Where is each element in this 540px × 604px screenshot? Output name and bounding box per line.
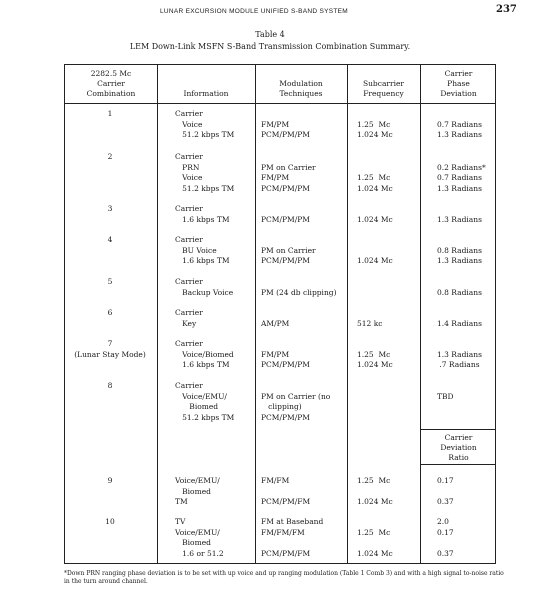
row-4-modulation: PM on Carrier PCM/PM/PM <box>261 245 316 265</box>
row-1-frequency: 1.25 Mc 1.024 Mc <box>357 119 393 139</box>
row-7-frequency: 1.25 Mc 1.024 Mc <box>357 349 393 369</box>
row-3-modulation: PCM/PM/PM <box>261 214 310 224</box>
row-6-modulation: AM/PM <box>261 318 290 328</box>
page-number: 237 <box>496 4 517 15</box>
header-phase-deviation: Carrier Phase Deviation <box>440 69 477 98</box>
row-3-frequency: 1.024 Mc <box>357 214 393 224</box>
row-8-combination: 8 <box>107 381 113 390</box>
row-9-information: Voice/EMU/ Biomed TM <box>175 476 220 506</box>
row-2-information: Carrier PRN Voice 51.2 kbps TM <box>175 152 235 193</box>
row-2-modulation: PM on Carrier FM/PM PCM/PM/PM <box>261 162 316 193</box>
row-4-information: Carrier BU Voice 1.6 kbps TM <box>175 235 230 265</box>
row-4-combination: 4 <box>107 235 113 244</box>
running-header: LUNAR EXCURSION MODULE UNIFIED S-BAND SYSTEM <box>160 8 349 15</box>
row-10-information: TV Voice/EMU/ Biomed 1.6 or 51.2 <box>175 517 224 558</box>
row-7-combination: 7 (Lunar Stay Mode) <box>74 339 146 359</box>
ratio-header-top <box>420 429 495 430</box>
column-divider <box>347 65 348 563</box>
row-9-combination: 9 <box>107 476 113 485</box>
row-5-deviation: 0.8 Radians <box>437 287 482 297</box>
row-4-deviation: 0.8 Radians 1.3 Radians <box>437 245 482 265</box>
row-1-information: Carrier Voice 51.2 kbps TM <box>175 109 235 139</box>
row-7-modulation: FM/PM PCM/PM/PM <box>261 349 310 369</box>
row-10-modulation: FM at Baseband FM/FM/FM PCM/PM/FM <box>261 517 324 558</box>
row-5-information: Carrier Backup Voice <box>175 277 234 297</box>
row-6-deviation: 1.4 Radians <box>437 318 482 328</box>
row-3-deviation: 1.3 Radians <box>437 214 482 224</box>
row-7-information: Carrier Voice/Biomed 1.6 kbps TM <box>175 339 234 369</box>
row-8-information: Carrier Voice/EMU/ Biomed 51.2 kbps TM <box>175 381 235 422</box>
column-divider <box>157 65 158 563</box>
row-2-combination: 2 <box>107 152 113 161</box>
row-1-combination: 1 <box>107 109 113 118</box>
row-6-combination: 6 <box>107 308 113 317</box>
row-2-deviation: 0.2 Radians* 0.7 Radians 1.3 Radians <box>437 162 486 193</box>
row-6-information: Carrier Key <box>175 308 203 328</box>
table-subtitle: LEM Down-Link MSFN S-Band Transmission Combination Summary. <box>129 42 411 51</box>
row-5-combination: 5 <box>107 277 113 286</box>
header-modulation: Modulation Techniques <box>279 79 323 98</box>
header-subcarrier: Subcarrier Frequency <box>362 79 405 98</box>
header-information: Information <box>183 89 229 98</box>
row-2-frequency: 1.25 Mc 1.024 Mc <box>357 173 393 193</box>
header-divider <box>65 103 495 104</box>
row-10-combination: 10 <box>105 517 115 526</box>
row-8-deviation: TBD <box>437 391 454 401</box>
row-9-deviation-ratio: 0.17 0.37 <box>437 476 454 506</box>
row-3-information: Carrier 1.6 kbps TM <box>175 204 230 224</box>
column-divider <box>420 65 421 563</box>
row-8-modulation: PM on Carrier (no clipping) PCM/PM/PM <box>261 391 331 422</box>
row-9-frequency: 1.25 Mc 1.024 Mc <box>357 476 393 506</box>
header-combination: 2282.5 Mc Carrier Combination <box>86 69 136 98</box>
header-deviation-ratio: Carrier Deviation Ratio <box>440 433 477 462</box>
row-3-combination: 3 <box>107 204 113 213</box>
row-6-frequency: 512 kc <box>357 318 383 328</box>
table-title: Table 4 <box>255 30 285 39</box>
ratio-header-bottom <box>420 464 495 465</box>
footnote: *Down PRN ranging phase deviation is to be set with up voice and up ranging modulation (Table 1 Comb 3) and with a high signal to-noise ratio in the turn around channel. <box>64 570 504 585</box>
row-5-modulation: PM (24 db clipping) <box>261 287 337 297</box>
row-10-frequency: 1.25 Mc 1.024 Mc <box>357 527 393 558</box>
row-10-deviation-ratio: 2.0 0.17 0.37 <box>437 517 454 558</box>
row-4-frequency: 1.024 Mc <box>357 256 393 265</box>
column-divider <box>255 65 256 563</box>
row-1-deviation: 0.7 Radians 1.3 Radians <box>437 119 482 139</box>
row-1-modulation: FM/PM PCM/PM/PM <box>261 119 310 139</box>
transmission-table <box>64 64 496 564</box>
row-9-modulation: FM/FM PCM/PM/FM <box>261 476 311 506</box>
row-7-deviation: 1.3 Radians .7 Radians <box>437 349 482 369</box>
